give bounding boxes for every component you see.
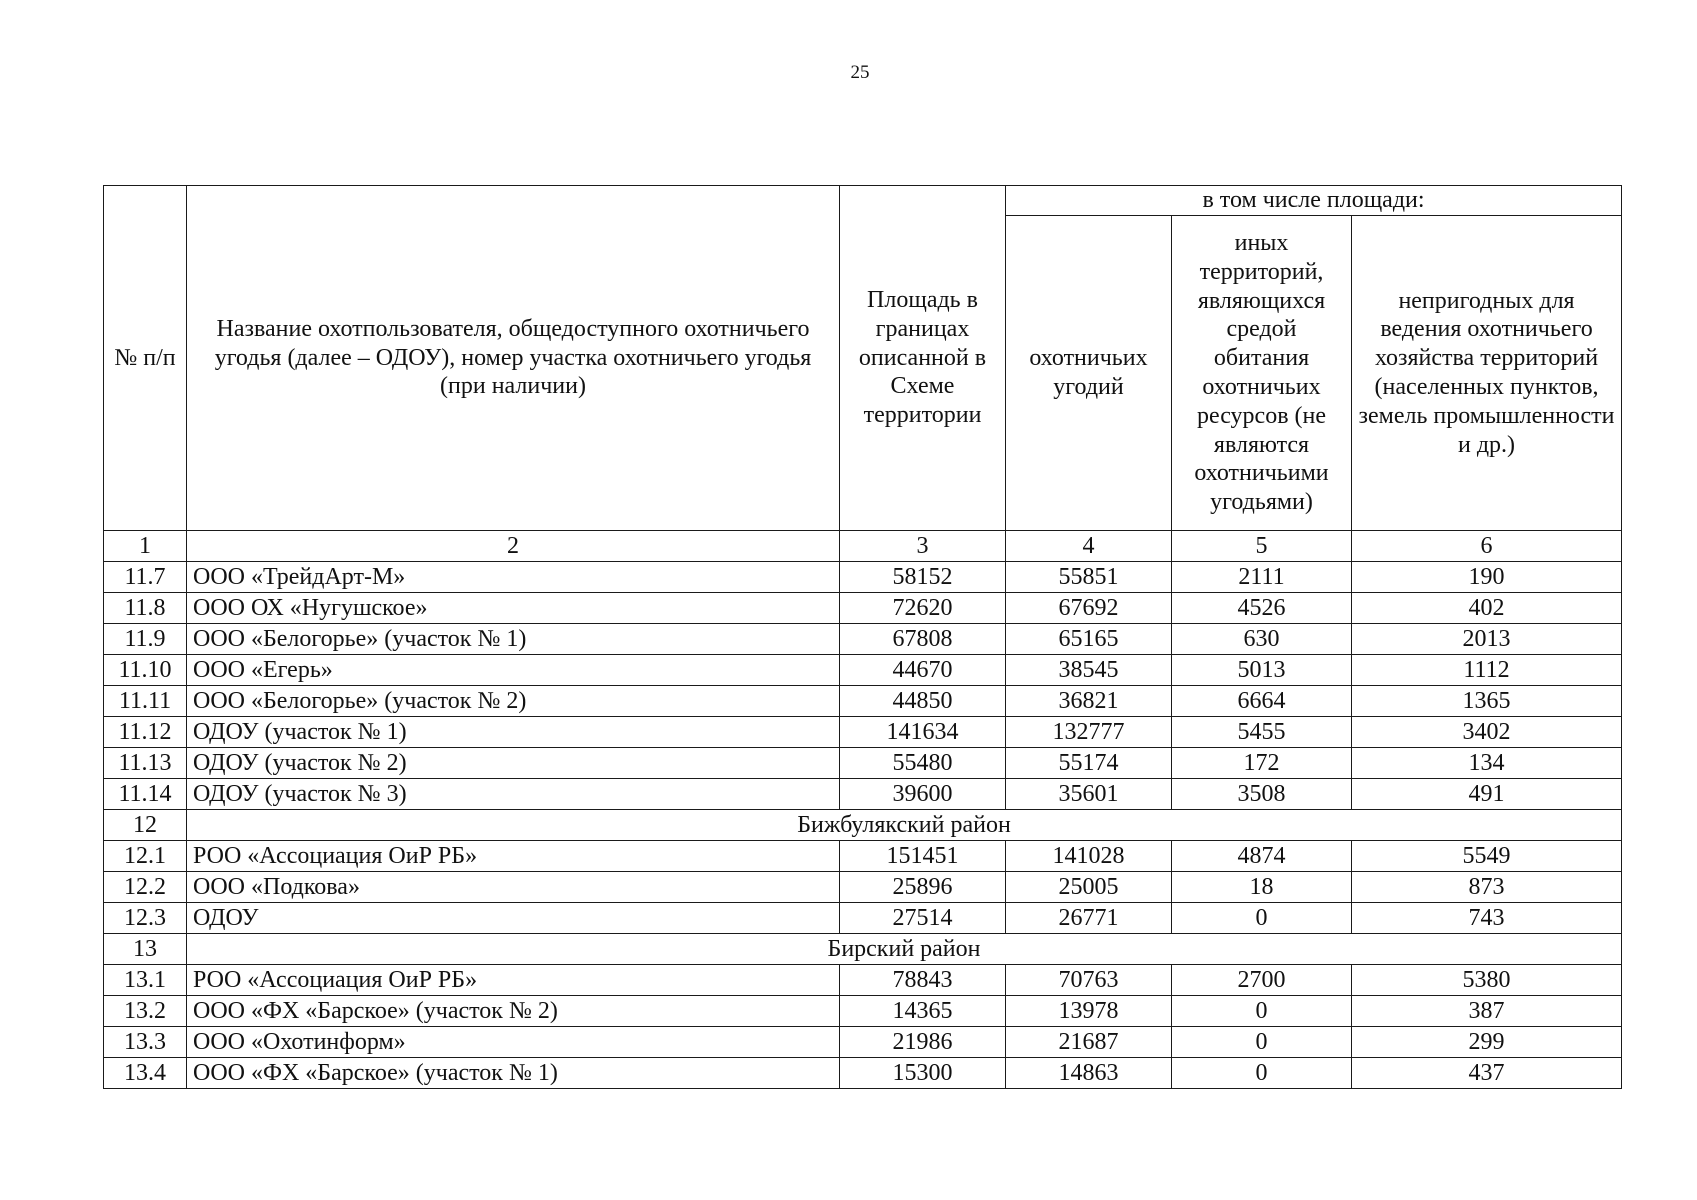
page-number: 25 xyxy=(850,62,870,83)
row-number: 13.4 xyxy=(104,1058,187,1089)
column-number: 2 xyxy=(187,531,840,562)
row-name: ОДОУ (участок № 3) xyxy=(187,779,840,810)
row-number: 11.12 xyxy=(104,717,187,748)
row-total-area: 14365 xyxy=(840,996,1006,1027)
table-row xyxy=(104,655,1622,686)
row-name: РОО «Ассоциация ОиР РБ» xyxy=(187,841,840,872)
row-name: ООО ОХ «Нугушское» xyxy=(187,593,840,624)
row-number: 12.3 xyxy=(104,903,187,934)
table-row xyxy=(104,624,1622,655)
row-other-area: 0 xyxy=(1172,1058,1352,1089)
row-other-area: 6664 xyxy=(1172,686,1352,717)
row-other-area: 630 xyxy=(1172,624,1352,655)
row-name: ООО «Белогорье» (участок № 1) xyxy=(187,624,840,655)
row-other-area: 2700 xyxy=(1172,965,1352,996)
row-number: 11.14 xyxy=(104,779,187,810)
district-name: Бирский район xyxy=(187,934,1622,965)
row-hunting-area: 70763 xyxy=(1006,965,1172,996)
row-number: 13.3 xyxy=(104,1027,187,1058)
row-name: ООО «Егерь» xyxy=(187,655,840,686)
row-name: ОДОУ xyxy=(187,903,840,934)
row-hunting-area: 55174 xyxy=(1006,748,1172,779)
header-hunting-grounds: охотничьих угодий xyxy=(1006,216,1172,531)
table-row xyxy=(104,748,1622,779)
row-total-area: 151451 xyxy=(840,841,1006,872)
row-unsuitable-area: 190 xyxy=(1352,562,1622,593)
row-hunting-area: 38545 xyxy=(1006,655,1172,686)
row-unsuitable-area: 1112 xyxy=(1352,655,1622,686)
row-number: 13.2 xyxy=(104,996,187,1027)
column-number: 3 xyxy=(840,531,1006,562)
table-row xyxy=(104,903,1622,934)
row-unsuitable-area: 299 xyxy=(1352,1027,1622,1058)
row-total-area: 78843 xyxy=(840,965,1006,996)
row-other-area: 0 xyxy=(1172,903,1352,934)
row-number: 12.1 xyxy=(104,841,187,872)
row-hunting-area: 141028 xyxy=(1006,841,1172,872)
column-number-row xyxy=(104,531,1622,562)
row-name: ООО «Белогорье» (участок № 2) xyxy=(187,686,840,717)
district-row xyxy=(104,934,1622,965)
row-other-area: 3508 xyxy=(1172,779,1352,810)
table-body xyxy=(104,562,1622,1089)
row-total-area: 27514 xyxy=(840,903,1006,934)
table-row xyxy=(104,872,1622,903)
header-number: № п/п xyxy=(104,186,187,531)
row-number: 13.1 xyxy=(104,965,187,996)
table-row xyxy=(104,593,1622,624)
row-name: ООО «ТрейдАрт-М» xyxy=(187,562,840,593)
row-hunting-area: 13978 xyxy=(1006,996,1172,1027)
row-hunting-area: 26771 xyxy=(1006,903,1172,934)
table-row xyxy=(104,841,1622,872)
row-other-area: 4874 xyxy=(1172,841,1352,872)
header-total-area: Площадь в границах описанной в Схеме территории xyxy=(840,186,1006,531)
row-number: 11.10 xyxy=(104,655,187,686)
row-total-area: 55480 xyxy=(840,748,1006,779)
row-total-area: 39600 xyxy=(840,779,1006,810)
row-other-area: 2111 xyxy=(1172,562,1352,593)
row-total-area: 44670 xyxy=(840,655,1006,686)
row-unsuitable-area: 3402 xyxy=(1352,717,1622,748)
table-row xyxy=(104,1027,1622,1058)
table-row xyxy=(104,996,1622,1027)
row-hunting-area: 14863 xyxy=(1006,1058,1172,1089)
row-unsuitable-area: 5380 xyxy=(1352,965,1622,996)
row-number: 12.2 xyxy=(104,872,187,903)
header-name: Название охотпользователя, общедоступного охотничьего угодья (далее – ОДОУ), номер участка охотничьего угодья (при наличии) xyxy=(187,186,840,531)
table-row xyxy=(104,717,1622,748)
row-hunting-area: 65165 xyxy=(1006,624,1172,655)
table-row xyxy=(104,965,1622,996)
row-unsuitable-area: 402 xyxy=(1352,593,1622,624)
row-other-area: 0 xyxy=(1172,1027,1352,1058)
table-row xyxy=(104,1058,1622,1089)
row-number: 11.13 xyxy=(104,748,187,779)
district-name: Бижбулякский район xyxy=(187,810,1622,841)
row-total-area: 15300 xyxy=(840,1058,1006,1089)
row-unsuitable-area: 873 xyxy=(1352,872,1622,903)
row-total-area: 44850 xyxy=(840,686,1006,717)
row-other-area: 5013 xyxy=(1172,655,1352,686)
column-number: 4 xyxy=(1006,531,1172,562)
row-unsuitable-area: 491 xyxy=(1352,779,1622,810)
row-unsuitable-area: 2013 xyxy=(1352,624,1622,655)
row-unsuitable-area: 5549 xyxy=(1352,841,1622,872)
column-number: 5 xyxy=(1172,531,1352,562)
row-total-area: 25896 xyxy=(840,872,1006,903)
row-hunting-area: 25005 xyxy=(1006,872,1172,903)
table-row xyxy=(104,686,1622,717)
row-total-area: 21986 xyxy=(840,1027,1006,1058)
row-unsuitable-area: 387 xyxy=(1352,996,1622,1027)
row-hunting-area: 55851 xyxy=(1006,562,1172,593)
row-unsuitable-area: 134 xyxy=(1352,748,1622,779)
header-other-territories: иных территорий, являющихся средой обитания охотничьих ресурсов (не являются охотничьими угодьями) xyxy=(1172,216,1352,531)
row-total-area: 141634 xyxy=(840,717,1006,748)
row-other-area: 18 xyxy=(1172,872,1352,903)
district-row xyxy=(104,810,1622,841)
header-unsuitable-territories: непригодных для ведения охотничьего хозяйства территорий (населенных пунктов, земель промышленности и др.) xyxy=(1352,216,1622,531)
row-other-area: 4526 xyxy=(1172,593,1352,624)
row-name: ОДОУ (участок № 1) xyxy=(187,717,840,748)
row-name: РОО «Ассоциация ОиР РБ» xyxy=(187,965,840,996)
row-hunting-area: 67692 xyxy=(1006,593,1172,624)
row-total-area: 58152 xyxy=(840,562,1006,593)
row-number: 13 xyxy=(104,934,187,965)
row-other-area: 172 xyxy=(1172,748,1352,779)
row-other-area: 5455 xyxy=(1172,717,1352,748)
row-hunting-area: 132777 xyxy=(1006,717,1172,748)
row-name: ОДОУ (участок № 2) xyxy=(187,748,840,779)
row-name: ООО «Охотинформ» xyxy=(187,1027,840,1058)
row-unsuitable-area: 743 xyxy=(1352,903,1622,934)
row-name: ООО «ФХ «Барское» (участок № 1) xyxy=(187,1058,840,1089)
row-hunting-area: 35601 xyxy=(1006,779,1172,810)
table-row xyxy=(104,562,1622,593)
column-number: 6 xyxy=(1352,531,1622,562)
row-number: 11.7 xyxy=(104,562,187,593)
row-number: 11.11 xyxy=(104,686,187,717)
row-other-area: 0 xyxy=(1172,996,1352,1027)
row-number: 11.9 xyxy=(104,624,187,655)
hunting-grounds-table xyxy=(103,185,1622,1089)
row-total-area: 72620 xyxy=(840,593,1006,624)
row-unsuitable-area: 437 xyxy=(1352,1058,1622,1089)
row-name: ООО «Подкова» xyxy=(187,872,840,903)
row-number: 12 xyxy=(104,810,187,841)
column-number: 1 xyxy=(104,531,187,562)
header-including-areas: в том числе площади: xyxy=(1006,186,1622,216)
table-row xyxy=(104,779,1622,810)
row-hunting-area: 21687 xyxy=(1006,1027,1172,1058)
row-name: ООО «ФХ «Барское» (участок № 2) xyxy=(187,996,840,1027)
row-total-area: 67808 xyxy=(840,624,1006,655)
row-unsuitable-area: 1365 xyxy=(1352,686,1622,717)
row-hunting-area: 36821 xyxy=(1006,686,1172,717)
row-number: 11.8 xyxy=(104,593,187,624)
